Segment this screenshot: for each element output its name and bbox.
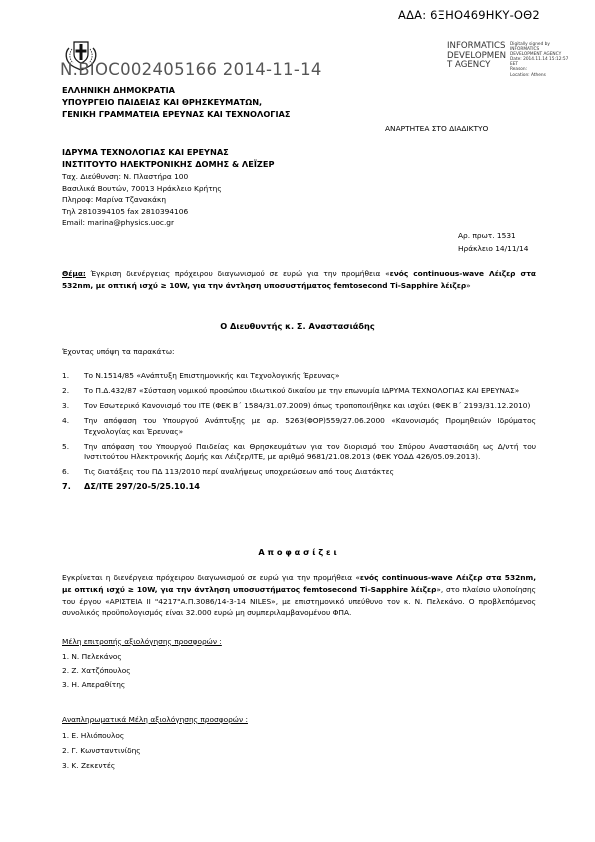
alternate-members [62,728,141,773]
decision-intro: Εγκρίνεται η διενέργεια πρόχειρου διαγωνισμού σε ευρώ για την προμήθεια « [62,573,360,582]
committee-member: 2. Ζ. Χατζόπουλος [62,666,131,676]
list-item [62,481,536,492]
list-item-text: Τις διατάξεις του ΠΔ 113/2010 περί αναλήψεως υποχρεώσεων από τους Διατάκτες [84,467,394,476]
subject-end: » [466,281,471,291]
list-item-number: 4. [62,416,70,425]
ministry-header [62,84,290,121]
subject-text: Έγκριση διενέργειας πρόχειρου διαγωνισμού σε ευρώ για την προμήθεια « [85,269,390,278]
list-item-number: 1. [62,371,70,380]
signature-org [447,42,506,71]
list-item-number: 5. [62,441,70,451]
institute-contact [62,171,222,229]
alternates-title-a: Αναπληρωματικά [62,715,129,724]
list-item [62,371,536,382]
header-line: ΓΕΝΙΚΗ ΓΡΑΜΜΑΤΕΙΑ ΕΡΕΥΝΑΣ ΚΑΙ ΤΕΧΝΟΛΟΓΙΑΣ [62,109,291,120]
signature-org-line: DEVELOPMEN [447,50,507,61]
decision-title: Α π ο φ α σ ί ζ ε ι [258,547,337,557]
contact-person: Πληροφ: Μαρίνα Τζανακάκη [62,195,167,205]
list-item [62,386,536,397]
alternates-title [62,715,248,726]
alternate-member: 3. Κ. Ζεκεντές [62,761,116,770]
posted-online-note: ΑΝΑΡΤΗΤΕΑ ΣΤΟ ΔΙΑΔΙΚΤΥΟ [385,124,489,133]
contact-address: Ταχ. Διεύθυνση: Ν. Πλαστήρα 100 [62,172,189,181]
alternates-title-b: Μέλη αξιολόγησης προσφορών : [128,715,248,724]
signature-detail-line: Date: 2014.11.14 15:12:57 [510,57,569,63]
signature-detail-line: DEVELOPMENT AGENCY [510,52,562,58]
list-item [62,442,536,463]
header-line: ΕΛΛΗΝΙΚΗ ΔΗΜΟΚΡΑΤΙΑ [62,85,176,95]
signature-detail-line: Reason: [510,67,528,73]
considering-intro: Έχοντας υπόψη τα παρακάτω: [62,347,175,356]
ada-code: ΑΔΑ: 6ΞΗΟ469ΗΚΥ-ΟΘ2 [398,8,540,22]
list-item-text: Το Π.Δ.432/87 «Σύσταση νομικού προσώπου ιδιωτικού δικαίου με την επωνυμία ΙΔΡΥΜΑ ΤΕΧΝΟΛΟΓΙΑΣ ΚΑΙ ΕΡΕΥΝΑΣ» [84,386,520,395]
contact-phone-fax: Τηλ 2810394105 fax 2810394106 [62,206,189,216]
subject-label: Θέμα: [62,269,86,278]
subject-item: ενός continuous-wave Λέιζερ στα 532nm, με οπτική ισχύ ≥ 10W, για την άντληση υποσυστήματος femtosecond Ti-Sapphire λέιζερ [62,269,536,291]
signature-detail-line: Location: Athens [510,72,546,78]
signature-detail-line: INFORMATICS [510,47,540,53]
list-item-text: Την απόφαση του Υπουργού Ανάπτυξης με αρ. 5263(ΦΟΡ)559/27.06.2000 «Κανονισμός Προμηθειών Ιδρύματος Τεχνολογίας και Έρευνας» [84,416,536,436]
contact-email: Email: marina@physics.uoc.gr [62,218,175,228]
alternate-member: 1. Ε. Ηλιόπουλος [62,731,125,740]
list-item-text: Το Ν.1514/85 «Ανάπτυξη Επιστημονικής και Τεχνολογικής Έρευνας» [84,371,340,380]
list-item-number: 3. [62,401,70,410]
committee-title: Μέλη επιτροπής αξιολόγησης προσφορών : [62,637,222,646]
list-item [62,467,536,478]
list-item-number: 6. [62,467,70,476]
signature-org-line: T AGENCY [447,60,491,71]
institute-name-line: ΙΔΡΥΜΑ ΤΕΧΝΟΛΟΓΙΑΣ ΚΑΙ ΕΡΕΥΝΑΣ [62,147,229,157]
signature-detail-line: Digitally signed by [510,42,550,47]
considerations-list [62,371,536,491]
committee-members [62,650,131,693]
committee-member: 1. Ν. Πελεκάνος [62,652,122,661]
decision-rest: », στο πλαίσιο υλοποίησης του έργου «ΑΡΙΣΤΕΙΑ ΙΙ "4217"Α.Π.3086/14-3-14 NILES», με επιστημονικό υπεύθυνο τον κ. Ν. Πελεκάνο. Ο προβλεπόμενος συνολικός προϋπολογισμός είναι 32.000 ευρώ μη συμπεριλαμβανομένου ΦΠΑ. [62,584,536,618]
decision-item: ενός continuous-wave Λέιζερ στα 532nm, με οπτική ισχύ ≥ 10W, για την άντληση υποσυστήματος femtosecond Ti-Sapphire λέιζερ [62,573,537,594]
signature-details [510,42,568,78]
institute-name-line: ΙΝΣΤΙΤΟΥΤΟ ΗΛΕΚΤΡΟΝΙΚΗΣ ΔΟΜΗΣ & ΛΕΪΖΕΡ [62,159,275,169]
alternate-member: 2. Γ. Κωνσταντινίδης [62,746,141,755]
director-title: Ο Διευθυντής κ. Σ. Αναστασιάδης [220,321,375,331]
list-item-number: 7. [62,480,71,491]
list-item-text: Την απόφαση του Υπουργού Παιδείας και Θρησκευμάτων για τον διορισμό του Σπύρου Αναστασιάδη ως Δ/ντή του Ινστιτούτου Ηλεκτρονικής Δομής και Λέιζερ/ΙΤΕ, με αριθμό 9681/21.08.2013 (ΦΕΚ ΥΟΔΔ 426/05.09.2013). [84,441,536,461]
subject [62,268,536,292]
list-item [62,401,536,412]
list-item-number: 2. [62,386,70,395]
signature-detail-line: EET [510,62,519,68]
list-item-text: ΔΣ/ΙΤΕ 297/20-5/25.10.14 [84,480,200,491]
decision-text [62,572,536,619]
contact-city: Βασιλικά Βουτών, 70013 Ηράκλειο Κρήτης [62,183,222,193]
committee-member: 3. Η. Απεραθίτης [62,680,126,690]
list-item [62,416,536,437]
header-line: ΥΠΟΥΡΓΕΙΟ ΠΑΙΔΕΙΑΣ ΚΑΙ ΘΡΗΣΚΕΥΜΑΤΩΝ, [62,97,263,108]
signature-org-line: INFORMATICS [447,41,506,51]
place-date: Ηράκλειο 14/11/14 [458,244,529,253]
institute-name [62,146,274,170]
list-item-text: Τον Εσωτερικό Κανονισμό του ΙΤΕ (ΦΕΚ Β΄ 1584/31.07.2009) όπως τροποποιήθηκε και ισχύει (ΦΕΚ Β΄ 2193/31.12.2010) [84,401,531,410]
protocol-number: Αρ. πρωτ. 1531 [458,231,516,240]
document-watermark: N.BIOC002405166 2014-11-14 [60,60,322,79]
